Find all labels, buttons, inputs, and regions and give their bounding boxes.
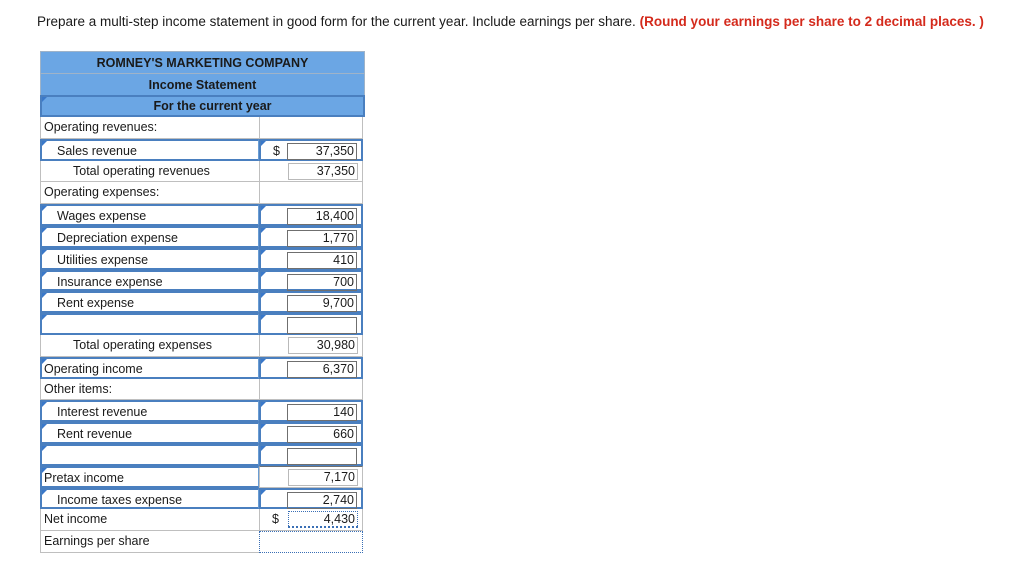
account-select-wages-expense[interactable]: Wages expense	[40, 204, 259, 226]
dropdown-flag-icon	[261, 228, 266, 233]
amount-cell	[259, 335, 363, 357]
dropdown-flag-icon	[261, 293, 266, 298]
amount-cell	[259, 466, 363, 488]
amount-input-empty[interactable]	[287, 317, 357, 334]
account-select-insurance-expense[interactable]: Insurance expense	[40, 270, 259, 292]
statement-row	[40, 182, 365, 204]
amount-total-operating-revenues: 37,350	[288, 163, 358, 180]
account-select-income-taxes-expense[interactable]: Income taxes expense	[40, 488, 259, 510]
instructions	[37, 14, 984, 29]
dropdown-flag-icon	[42, 228, 47, 233]
amount-operating-income[interactable]: 6,370	[287, 361, 357, 378]
dropdown-flag-icon	[261, 206, 266, 211]
row-value-empty	[259, 117, 363, 139]
amount-input-income-taxes-expense[interactable]: 2,740	[287, 492, 357, 509]
account-select-interest-revenue[interactable]: Interest revenue	[40, 400, 259, 422]
account-select-empty[interactable]	[40, 313, 259, 335]
dropdown-flag-icon	[42, 206, 47, 211]
statement-row	[40, 139, 365, 161]
amount-net-income: 4,430	[288, 511, 358, 528]
amount-cell	[259, 291, 363, 313]
amount-cell	[259, 422, 363, 444]
currency-symbol: $	[272, 512, 279, 527]
statement-row	[40, 400, 365, 422]
account-select-pretax-income[interactable]: Pretax income	[40, 466, 259, 488]
statement-row	[40, 466, 365, 488]
dropdown-flag-icon	[42, 424, 47, 429]
statement-row	[40, 531, 365, 553]
dropdown-flag-icon	[42, 141, 47, 146]
amount-cell	[259, 313, 363, 335]
amount-cell	[259, 357, 363, 379]
income-statement	[40, 51, 365, 553]
dropdown-flag-icon	[261, 424, 266, 429]
row-label: Net income	[40, 509, 259, 531]
eps-input[interactable]	[259, 531, 363, 553]
amount-input-empty-2[interactable]	[287, 448, 357, 465]
statement-row	[40, 161, 365, 183]
dropdown-flag-icon	[261, 141, 266, 146]
row-label: Total operating expenses	[40, 335, 259, 357]
account-select-sales-revenue[interactable]: Sales revenue	[40, 139, 259, 161]
statement-row	[40, 444, 365, 466]
amount-input-utilities-expense[interactable]: 410	[287, 252, 357, 269]
dropdown-flag-icon	[42, 490, 47, 495]
statement-row	[40, 248, 365, 270]
statement-row	[40, 422, 365, 444]
row-label: Total operating revenues	[40, 161, 259, 183]
amount-cell	[259, 248, 363, 270]
dropdown-flag-icon	[261, 490, 266, 495]
amount-cell	[259, 270, 363, 292]
dropdown-flag-icon	[42, 293, 47, 298]
amount-cell	[259, 204, 363, 226]
dropdown-flag-icon	[42, 272, 47, 277]
statement-title: Income Statement	[40, 73, 365, 95]
statement-row	[40, 270, 365, 292]
row-label: Other items:	[40, 379, 259, 401]
row-label: Operating revenues:	[40, 117, 259, 139]
dropdown-flag-icon	[42, 97, 47, 102]
rounding-note: (Round your earnings per share to 2 decimal places. )	[639, 14, 984, 29]
amount-input-insurance-expense[interactable]: 700	[287, 274, 357, 291]
dropdown-flag-icon	[42, 359, 47, 364]
amount-input-depreciation-expense[interactable]: 1,770	[287, 230, 357, 247]
amount-input-sales-revenue[interactable]: 37,350	[287, 143, 357, 160]
amount-input-rent-revenue[interactable]: 660	[287, 426, 357, 443]
amount-pretax-income: 7,170	[288, 469, 358, 486]
dropdown-flag-icon	[42, 250, 47, 255]
period-label: For the current year	[153, 99, 272, 113]
statement-row	[40, 117, 365, 139]
amount-cell	[259, 139, 363, 161]
row-value-empty	[259, 182, 363, 204]
amount-cell	[259, 509, 363, 531]
statement-row	[40, 291, 365, 313]
amount-total-operating-expenses: 30,980	[288, 337, 358, 354]
amount-input-wages-expense[interactable]: 18,400	[287, 208, 357, 225]
amount-input-interest-revenue[interactable]: 140	[287, 404, 357, 421]
row-value-empty	[259, 379, 363, 401]
statement-row	[40, 488, 365, 510]
dropdown-flag-icon	[261, 272, 266, 277]
dropdown-flag-icon	[261, 446, 266, 451]
dropdown-flag-icon	[261, 359, 266, 364]
account-select-rent-expense[interactable]: Rent expense	[40, 291, 259, 313]
account-select-utilities-expense[interactable]: Utilities expense	[40, 248, 259, 270]
account-select-operating-income[interactable]: Operating income	[40, 357, 259, 379]
dropdown-flag-icon	[42, 315, 47, 320]
dropdown-flag-icon	[261, 315, 266, 320]
statement-row	[40, 509, 365, 531]
period-dropdown[interactable]	[40, 95, 365, 117]
statement-row	[40, 335, 365, 357]
dropdown-flag-icon	[42, 446, 47, 451]
amount-cell	[259, 444, 363, 466]
amount-cell	[259, 161, 363, 183]
account-select-empty-2[interactable]	[40, 444, 259, 466]
amount-cell	[259, 488, 363, 510]
statement-row	[40, 357, 365, 379]
company-name: ROMNEY'S MARKETING COMPANY	[40, 51, 365, 73]
statement-row	[40, 204, 365, 226]
currency-symbol: $	[273, 143, 280, 158]
statement-row	[40, 379, 365, 401]
dropdown-flag-icon	[42, 402, 47, 407]
statement-row	[40, 313, 365, 335]
dropdown-flag-icon	[261, 250, 266, 255]
row-label: Earnings per share	[40, 531, 259, 553]
instructions-text: Prepare a multi-step income statement in good form for the current year. Include earnings per share.	[37, 14, 636, 29]
dropdown-flag-icon	[42, 468, 47, 473]
dropdown-flag-icon	[261, 402, 266, 407]
account-select-rent-revenue[interactable]: Rent revenue	[40, 422, 259, 444]
amount-input-rent-expense[interactable]: 9,700	[287, 295, 357, 312]
statement-row	[40, 226, 365, 248]
account-select-depreciation-expense[interactable]: Depreciation expense	[40, 226, 259, 248]
amount-cell	[259, 400, 363, 422]
row-label: Operating expenses:	[40, 182, 259, 204]
amount-cell	[259, 226, 363, 248]
